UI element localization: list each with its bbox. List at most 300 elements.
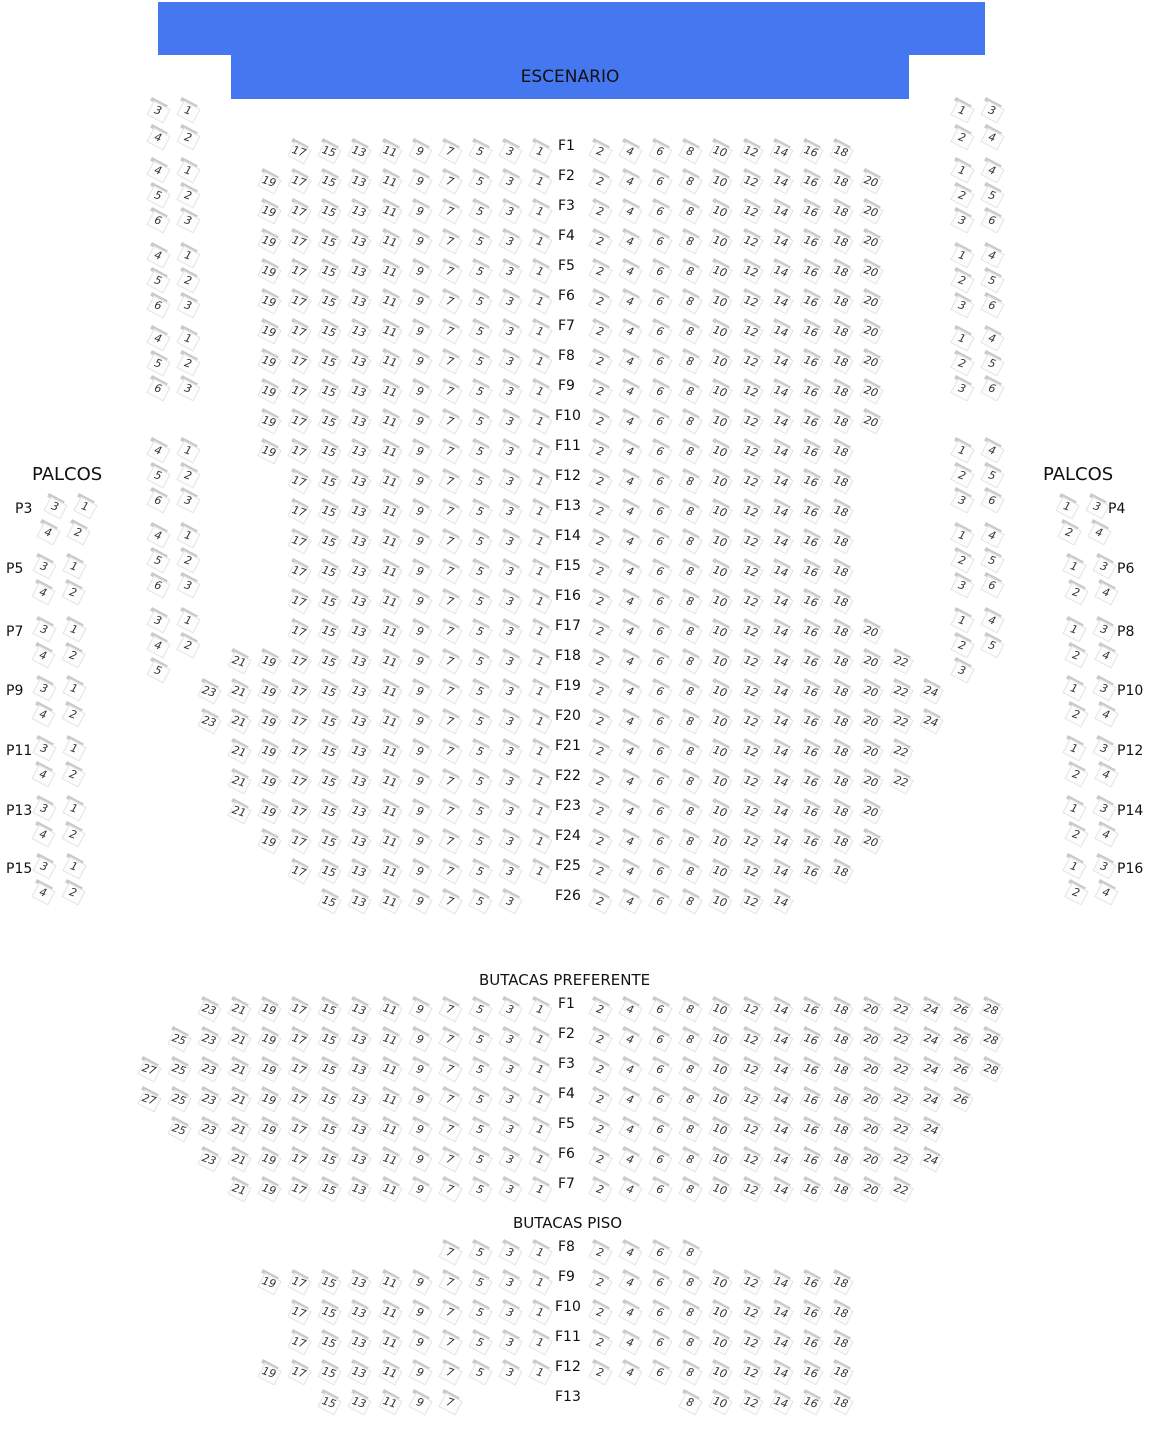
main-seat-f6-14[interactable] bbox=[769, 291, 793, 311]
main-seat-f5-11[interactable] bbox=[378, 261, 402, 281]
piso-seat-f10-10[interactable] bbox=[708, 1302, 732, 1322]
piso-seat-f11-2[interactable] bbox=[588, 1332, 612, 1352]
main-seat-f20-2[interactable] bbox=[588, 711, 612, 731]
main-seat-f15-6[interactable] bbox=[648, 561, 672, 581]
side-left-seat-1-2[interactable] bbox=[176, 185, 200, 205]
preferente-seat-f2-15[interactable] bbox=[317, 1029, 341, 1049]
preferente-seat-f4-26[interactable] bbox=[949, 1089, 973, 1109]
main-seat-f26-10[interactable] bbox=[708, 891, 732, 911]
main-seat-f25-6[interactable] bbox=[648, 861, 672, 881]
main-seat-f9-11[interactable] bbox=[378, 381, 402, 401]
main-seat-f6-6[interactable] bbox=[648, 291, 672, 311]
piso-seat-f10-5[interactable] bbox=[468, 1302, 492, 1322]
main-seat-f16-17[interactable] bbox=[287, 591, 311, 611]
main-seat-f7-12[interactable] bbox=[739, 321, 763, 341]
main-seat-f26-14[interactable] bbox=[769, 891, 793, 911]
preferente-seat-f3-28[interactable] bbox=[979, 1059, 1003, 1079]
preferente-seat-f2-25[interactable] bbox=[167, 1029, 191, 1049]
piso-seat-f11-14[interactable] bbox=[769, 1332, 793, 1352]
main-seat-f12-6[interactable] bbox=[648, 471, 672, 491]
main-seat-f9-13[interactable] bbox=[347, 381, 371, 401]
main-seat-f22-10[interactable] bbox=[708, 771, 732, 791]
main-seat-f26-13[interactable] bbox=[347, 891, 371, 911]
piso-seat-f11-9[interactable] bbox=[408, 1332, 432, 1352]
main-seat-f3-7[interactable] bbox=[438, 201, 462, 221]
preferente-seat-f3-5[interactable] bbox=[468, 1059, 492, 1079]
main-seat-f3-6[interactable] bbox=[648, 201, 672, 221]
main-seat-f4-15[interactable] bbox=[317, 231, 341, 251]
piso-seat-f11-5[interactable] bbox=[468, 1332, 492, 1352]
main-seat-f6-8[interactable] bbox=[678, 291, 702, 311]
main-seat-f3-20[interactable] bbox=[859, 201, 883, 221]
main-seat-f25-12[interactable] bbox=[739, 861, 763, 881]
palco-p16-seat-2[interactable] bbox=[1064, 882, 1088, 902]
main-seat-f5-17[interactable] bbox=[287, 261, 311, 281]
main-seat-f20-17[interactable] bbox=[287, 711, 311, 731]
preferente-seat-f4-24[interactable] bbox=[919, 1089, 943, 1109]
main-seat-f11-4[interactable] bbox=[618, 441, 642, 461]
main-seat-f17-11[interactable] bbox=[378, 621, 402, 641]
preferente-seat-f2-8[interactable] bbox=[678, 1029, 702, 1049]
piso-seat-f8-7[interactable] bbox=[438, 1242, 462, 1262]
piso-seat-f9-11[interactable] bbox=[378, 1272, 402, 1292]
main-seat-f4-13[interactable] bbox=[347, 231, 371, 251]
main-seat-f18-4[interactable] bbox=[618, 651, 642, 671]
main-seat-f6-7[interactable] bbox=[438, 291, 462, 311]
piso-seat-f9-15[interactable] bbox=[317, 1272, 341, 1292]
piso-seat-f9-5[interactable] bbox=[468, 1272, 492, 1292]
piso-seat-f12-7[interactable] bbox=[438, 1362, 462, 1382]
main-seat-f16-6[interactable] bbox=[648, 591, 672, 611]
main-seat-f22-20[interactable] bbox=[859, 771, 883, 791]
preferente-seat-f6-18[interactable] bbox=[829, 1149, 853, 1169]
preferente-seat-f4-16[interactable] bbox=[799, 1089, 823, 1109]
main-seat-f24-16[interactable] bbox=[799, 831, 823, 851]
main-seat-f23-9[interactable] bbox=[408, 801, 432, 821]
main-seat-f25-11[interactable] bbox=[378, 861, 402, 881]
main-seat-f21-1[interactable] bbox=[528, 741, 552, 761]
side-left-seat-1-4[interactable] bbox=[146, 160, 170, 180]
preferente-seat-f4-4[interactable] bbox=[618, 1089, 642, 1109]
main-seat-f15-4[interactable] bbox=[618, 561, 642, 581]
preferente-seat-f3-16[interactable] bbox=[799, 1059, 823, 1079]
main-seat-f20-21[interactable] bbox=[227, 711, 251, 731]
main-seat-f21-6[interactable] bbox=[648, 741, 672, 761]
piso-seat-f10-4[interactable] bbox=[618, 1302, 642, 1322]
main-seat-f9-12[interactable] bbox=[739, 381, 763, 401]
main-seat-f18-10[interactable] bbox=[708, 651, 732, 671]
main-seat-f10-4[interactable] bbox=[618, 411, 642, 431]
main-seat-f4-14[interactable] bbox=[769, 231, 793, 251]
main-seat-f3-12[interactable] bbox=[739, 201, 763, 221]
palco-p7-seat-2[interactable] bbox=[61, 645, 85, 665]
piso-seat-f12-14[interactable] bbox=[769, 1362, 793, 1382]
piso-seat-f9-19[interactable] bbox=[257, 1272, 281, 1292]
side-right-seat-0-1[interactable] bbox=[950, 100, 974, 120]
main-seat-f20-11[interactable] bbox=[378, 711, 402, 731]
preferente-seat-f1-20[interactable] bbox=[859, 999, 883, 1019]
main-seat-f9-15[interactable] bbox=[317, 381, 341, 401]
preferente-seat-f2-13[interactable] bbox=[347, 1029, 371, 1049]
preferente-seat-f4-18[interactable] bbox=[829, 1089, 853, 1109]
preferente-seat-f3-7[interactable] bbox=[438, 1059, 462, 1079]
main-seat-f20-8[interactable] bbox=[678, 711, 702, 731]
palco-p6-seat-3[interactable] bbox=[1092, 556, 1116, 576]
main-seat-f14-14[interactable] bbox=[769, 531, 793, 551]
palco-p11-seat-1[interactable] bbox=[62, 738, 86, 758]
main-seat-f11-5[interactable] bbox=[468, 441, 492, 461]
main-seat-f11-3[interactable] bbox=[498, 441, 522, 461]
main-seat-f2-4[interactable] bbox=[618, 171, 642, 191]
piso-seat-f12-10[interactable] bbox=[708, 1362, 732, 1382]
palco-p8-seat-3[interactable] bbox=[1092, 619, 1116, 639]
main-seat-f4-6[interactable] bbox=[648, 231, 672, 251]
main-seat-f12-10[interactable] bbox=[708, 471, 732, 491]
main-seat-f2-14[interactable] bbox=[769, 171, 793, 191]
main-seat-f14-7[interactable] bbox=[438, 531, 462, 551]
palco-p15-seat-2[interactable] bbox=[61, 882, 85, 902]
main-seat-f5-3[interactable] bbox=[498, 261, 522, 281]
main-seat-f2-10[interactable] bbox=[708, 171, 732, 191]
piso-seat-f12-1[interactable] bbox=[528, 1362, 552, 1382]
piso-seat-f12-13[interactable] bbox=[347, 1362, 371, 1382]
side-right-seat-5-6[interactable] bbox=[980, 575, 1004, 595]
piso-seat-f9-14[interactable] bbox=[769, 1272, 793, 1292]
preferente-seat-f3-2[interactable] bbox=[588, 1059, 612, 1079]
main-seat-f4-4[interactable] bbox=[618, 231, 642, 251]
side-left-seat-2-2[interactable] bbox=[176, 270, 200, 290]
side-left-seat-5-5[interactable] bbox=[146, 550, 170, 570]
preferente-seat-f1-8[interactable] bbox=[678, 999, 702, 1019]
preferente-seat-f4-14[interactable] bbox=[769, 1089, 793, 1109]
main-seat-f18-11[interactable] bbox=[378, 651, 402, 671]
palco-p3-seat-3[interactable] bbox=[43, 496, 67, 516]
main-seat-f13-5[interactable] bbox=[468, 501, 492, 521]
side-right-seat-1-3[interactable] bbox=[950, 210, 974, 230]
main-seat-f6-11[interactable] bbox=[378, 291, 402, 311]
palco-p10-seat-4[interactable] bbox=[1094, 704, 1118, 724]
preferente-seat-f6-6[interactable] bbox=[648, 1149, 672, 1169]
main-seat-f2-12[interactable] bbox=[739, 171, 763, 191]
main-seat-f10-9[interactable] bbox=[408, 411, 432, 431]
preferente-seat-f3-21[interactable] bbox=[227, 1059, 251, 1079]
preferente-seat-f5-15[interactable] bbox=[317, 1119, 341, 1139]
main-seat-f19-2[interactable] bbox=[588, 681, 612, 701]
side-right-seat-5-5[interactable] bbox=[980, 550, 1004, 570]
main-seat-f25-18[interactable] bbox=[829, 861, 853, 881]
piso-seat-f11-1[interactable] bbox=[528, 1332, 552, 1352]
piso-seat-f13-8[interactable] bbox=[678, 1392, 702, 1412]
main-seat-f13-16[interactable] bbox=[799, 501, 823, 521]
piso-seat-f10-16[interactable] bbox=[799, 1302, 823, 1322]
preferente-seat-f1-12[interactable] bbox=[739, 999, 763, 1019]
main-seat-f7-4[interactable] bbox=[618, 321, 642, 341]
main-seat-f22-15[interactable] bbox=[317, 771, 341, 791]
main-seat-f17-4[interactable] bbox=[618, 621, 642, 641]
main-seat-f1-16[interactable] bbox=[799, 141, 823, 161]
palco-p8-seat-2[interactable] bbox=[1064, 645, 1088, 665]
preferente-seat-f3-9[interactable] bbox=[408, 1059, 432, 1079]
main-seat-f16-15[interactable] bbox=[317, 591, 341, 611]
main-seat-f18-2[interactable] bbox=[588, 651, 612, 671]
main-seat-f5-5[interactable] bbox=[468, 261, 492, 281]
main-seat-f14-13[interactable] bbox=[347, 531, 371, 551]
preferente-seat-f3-24[interactable] bbox=[919, 1059, 943, 1079]
preferente-seat-f7-19[interactable] bbox=[257, 1179, 281, 1199]
palco-p9-seat-4[interactable] bbox=[31, 704, 55, 724]
main-seat-f12-9[interactable] bbox=[408, 471, 432, 491]
main-seat-f13-1[interactable] bbox=[528, 501, 552, 521]
main-seat-f15-16[interactable] bbox=[799, 561, 823, 581]
main-seat-f21-19[interactable] bbox=[257, 741, 281, 761]
piso-seat-f10-6[interactable] bbox=[648, 1302, 672, 1322]
preferente-seat-f1-13[interactable] bbox=[347, 999, 371, 1019]
palco-p8-seat-1[interactable] bbox=[1062, 619, 1086, 639]
main-seat-f14-18[interactable] bbox=[829, 531, 853, 551]
main-seat-f1-12[interactable] bbox=[739, 141, 763, 161]
main-seat-f3-2[interactable] bbox=[588, 201, 612, 221]
piso-seat-f11-3[interactable] bbox=[498, 1332, 522, 1352]
preferente-seat-f4-17[interactable] bbox=[287, 1089, 311, 1109]
main-seat-f9-7[interactable] bbox=[438, 381, 462, 401]
preferente-seat-f2-12[interactable] bbox=[739, 1029, 763, 1049]
piso-seat-f9-3[interactable] bbox=[498, 1272, 522, 1292]
main-seat-f25-13[interactable] bbox=[347, 861, 371, 881]
main-seat-f1-5[interactable] bbox=[468, 141, 492, 161]
main-seat-f22-6[interactable] bbox=[648, 771, 672, 791]
side-right-seat-0-2[interactable] bbox=[950, 127, 974, 147]
preferente-seat-f4-6[interactable] bbox=[648, 1089, 672, 1109]
side-left-seat-4-3[interactable] bbox=[176, 490, 200, 510]
piso-seat-f12-19[interactable] bbox=[257, 1362, 281, 1382]
piso-seat-f11-11[interactable] bbox=[378, 1332, 402, 1352]
main-seat-f5-15[interactable] bbox=[317, 261, 341, 281]
main-seat-f19-5[interactable] bbox=[468, 681, 492, 701]
main-seat-f17-18[interactable] bbox=[829, 621, 853, 641]
side-left-seat-2-4[interactable] bbox=[146, 245, 170, 265]
palco-p3-seat-1[interactable] bbox=[73, 496, 97, 516]
main-seat-f18-18[interactable] bbox=[829, 651, 853, 671]
main-seat-f10-7[interactable] bbox=[438, 411, 462, 431]
side-left-seat-1-6[interactable] bbox=[146, 210, 170, 230]
main-seat-f5-18[interactable] bbox=[829, 261, 853, 281]
main-seat-f21-10[interactable] bbox=[708, 741, 732, 761]
preferente-seat-f3-20[interactable] bbox=[859, 1059, 883, 1079]
side-left-seat-3-1[interactable] bbox=[176, 328, 200, 348]
main-seat-f20-19[interactable] bbox=[257, 711, 281, 731]
main-seat-f7-8[interactable] bbox=[678, 321, 702, 341]
main-seat-f6-4[interactable] bbox=[618, 291, 642, 311]
palco-p8-seat-4[interactable] bbox=[1094, 645, 1118, 665]
piso-seat-f8-2[interactable] bbox=[588, 1242, 612, 1262]
preferente-seat-f5-13[interactable] bbox=[347, 1119, 371, 1139]
piso-seat-f9-18[interactable] bbox=[829, 1272, 853, 1292]
main-seat-f5-16[interactable] bbox=[799, 261, 823, 281]
main-seat-f9-17[interactable] bbox=[287, 381, 311, 401]
main-seat-f23-18[interactable] bbox=[829, 801, 853, 821]
side-left-seat-0-1[interactable] bbox=[176, 100, 200, 120]
main-seat-f8-18[interactable] bbox=[829, 351, 853, 371]
main-seat-f15-2[interactable] bbox=[588, 561, 612, 581]
main-seat-f14-3[interactable] bbox=[498, 531, 522, 551]
preferente-seat-f5-18[interactable] bbox=[829, 1119, 853, 1139]
main-seat-f20-22[interactable] bbox=[889, 711, 913, 731]
main-seat-f16-13[interactable] bbox=[347, 591, 371, 611]
side-left-seat-4-6[interactable] bbox=[146, 490, 170, 510]
main-seat-f23-20[interactable] bbox=[859, 801, 883, 821]
main-seat-f11-6[interactable] bbox=[648, 441, 672, 461]
side-left-seat-2-5[interactable] bbox=[146, 270, 170, 290]
main-seat-f20-10[interactable] bbox=[708, 711, 732, 731]
main-seat-f1-6[interactable] bbox=[648, 141, 672, 161]
preferente-seat-f3-1[interactable] bbox=[528, 1059, 552, 1079]
palco-p14-seat-2[interactable] bbox=[1064, 824, 1088, 844]
main-seat-f19-18[interactable] bbox=[829, 681, 853, 701]
preferente-seat-f3-19[interactable] bbox=[257, 1059, 281, 1079]
preferente-seat-f1-15[interactable] bbox=[317, 999, 341, 1019]
main-seat-f18-8[interactable] bbox=[678, 651, 702, 671]
main-seat-f22-5[interactable] bbox=[468, 771, 492, 791]
preferente-seat-f4-1[interactable] bbox=[528, 1089, 552, 1109]
main-seat-f17-2[interactable] bbox=[588, 621, 612, 641]
piso-seat-f12-4[interactable] bbox=[618, 1362, 642, 1382]
main-seat-f24-12[interactable] bbox=[739, 831, 763, 851]
preferente-seat-f7-8[interactable] bbox=[678, 1179, 702, 1199]
main-seat-f1-4[interactable] bbox=[618, 141, 642, 161]
main-seat-f13-9[interactable] bbox=[408, 501, 432, 521]
piso-seat-f10-8[interactable] bbox=[678, 1302, 702, 1322]
preferente-seat-f4-15[interactable] bbox=[317, 1089, 341, 1109]
main-seat-f9-3[interactable] bbox=[498, 381, 522, 401]
main-seat-f9-19[interactable] bbox=[257, 381, 281, 401]
main-seat-f13-10[interactable] bbox=[708, 501, 732, 521]
main-seat-f22-1[interactable] bbox=[528, 771, 552, 791]
piso-seat-f10-15[interactable] bbox=[317, 1302, 341, 1322]
main-seat-f9-9[interactable] bbox=[408, 381, 432, 401]
main-seat-f2-17[interactable] bbox=[287, 171, 311, 191]
side-left-seat-5-2[interactable] bbox=[176, 550, 200, 570]
palco-p12-seat-2[interactable] bbox=[1064, 764, 1088, 784]
preferente-seat-f1-5[interactable] bbox=[468, 999, 492, 1019]
main-seat-f11-10[interactable] bbox=[708, 441, 732, 461]
main-seat-f15-11[interactable] bbox=[378, 561, 402, 581]
preferente-seat-f4-10[interactable] bbox=[708, 1089, 732, 1109]
preferente-seat-f2-19[interactable] bbox=[257, 1029, 281, 1049]
main-seat-f9-2[interactable] bbox=[588, 381, 612, 401]
preferente-seat-f7-7[interactable] bbox=[438, 1179, 462, 1199]
piso-seat-f12-11[interactable] bbox=[378, 1362, 402, 1382]
main-seat-f20-3[interactable] bbox=[498, 711, 522, 731]
main-seat-f14-1[interactable] bbox=[528, 531, 552, 551]
main-seat-f12-4[interactable] bbox=[618, 471, 642, 491]
main-seat-f14-9[interactable] bbox=[408, 531, 432, 551]
main-seat-f7-18[interactable] bbox=[829, 321, 853, 341]
main-seat-f2-1[interactable] bbox=[528, 171, 552, 191]
main-seat-f5-6[interactable] bbox=[648, 261, 672, 281]
main-seat-f21-3[interactable] bbox=[498, 741, 522, 761]
main-seat-f10-18[interactable] bbox=[829, 411, 853, 431]
main-seat-f10-12[interactable] bbox=[739, 411, 763, 431]
main-seat-f4-3[interactable] bbox=[498, 231, 522, 251]
main-seat-f13-18[interactable] bbox=[829, 501, 853, 521]
side-left-seat-3-3[interactable] bbox=[176, 378, 200, 398]
main-seat-f18-6[interactable] bbox=[648, 651, 672, 671]
main-seat-f24-10[interactable] bbox=[708, 831, 732, 851]
main-seat-f12-8[interactable] bbox=[678, 471, 702, 491]
piso-seat-f9-16[interactable] bbox=[799, 1272, 823, 1292]
piso-seat-f8-8[interactable] bbox=[678, 1242, 702, 1262]
main-seat-f13-14[interactable] bbox=[769, 501, 793, 521]
main-seat-f13-2[interactable] bbox=[588, 501, 612, 521]
palco-p12-seat-1[interactable] bbox=[1062, 738, 1086, 758]
side-right-seat-4-5[interactable] bbox=[980, 465, 1004, 485]
main-seat-f1-7[interactable] bbox=[438, 141, 462, 161]
main-seat-f16-10[interactable] bbox=[708, 591, 732, 611]
main-seat-f7-7[interactable] bbox=[438, 321, 462, 341]
preferente-seat-f6-5[interactable] bbox=[468, 1149, 492, 1169]
main-seat-f19-16[interactable] bbox=[799, 681, 823, 701]
main-seat-f20-6[interactable] bbox=[648, 711, 672, 731]
main-seat-f23-19[interactable] bbox=[257, 801, 281, 821]
main-seat-f7-19[interactable] bbox=[257, 321, 281, 341]
side-left-seat-4-4[interactable] bbox=[146, 440, 170, 460]
preferente-seat-f4-19[interactable] bbox=[257, 1089, 281, 1109]
palco-p12-seat-3[interactable] bbox=[1092, 738, 1116, 758]
palco-p6-seat-2[interactable] bbox=[1064, 582, 1088, 602]
main-seat-f17-20[interactable] bbox=[859, 621, 883, 641]
preferente-seat-f3-3[interactable] bbox=[498, 1059, 522, 1079]
main-seat-f23-16[interactable] bbox=[799, 801, 823, 821]
main-seat-f7-13[interactable] bbox=[347, 321, 371, 341]
piso-seat-f12-15[interactable] bbox=[317, 1362, 341, 1382]
main-seat-f9-20[interactable] bbox=[859, 381, 883, 401]
main-seat-f7-9[interactable] bbox=[408, 321, 432, 341]
main-seat-f25-4[interactable] bbox=[618, 861, 642, 881]
main-seat-f3-14[interactable] bbox=[769, 201, 793, 221]
main-seat-f4-11[interactable] bbox=[378, 231, 402, 251]
main-seat-f19-22[interactable] bbox=[889, 681, 913, 701]
piso-seat-f8-6[interactable] bbox=[648, 1242, 672, 1262]
piso-seat-f11-8[interactable] bbox=[678, 1332, 702, 1352]
preferente-seat-f6-24[interactable] bbox=[919, 1149, 943, 1169]
main-seat-f1-17[interactable] bbox=[287, 141, 311, 161]
preferente-seat-f2-20[interactable] bbox=[859, 1029, 883, 1049]
main-seat-f10-6[interactable] bbox=[648, 411, 672, 431]
main-seat-f10-19[interactable] bbox=[257, 411, 281, 431]
side-left-seat-2-1[interactable] bbox=[176, 245, 200, 265]
piso-seat-f9-10[interactable] bbox=[708, 1272, 732, 1292]
preferente-seat-f1-3[interactable] bbox=[498, 999, 522, 1019]
main-seat-f19-20[interactable] bbox=[859, 681, 883, 701]
piso-seat-f11-15[interactable] bbox=[317, 1332, 341, 1352]
main-seat-f16-11[interactable] bbox=[378, 591, 402, 611]
preferente-seat-f5-6[interactable] bbox=[648, 1119, 672, 1139]
main-seat-f10-16[interactable] bbox=[799, 411, 823, 431]
preferente-seat-f1-22[interactable] bbox=[889, 999, 913, 1019]
main-seat-f6-3[interactable] bbox=[498, 291, 522, 311]
main-seat-f19-12[interactable] bbox=[739, 681, 763, 701]
preferente-seat-f3-12[interactable] bbox=[739, 1059, 763, 1079]
main-seat-f1-2[interactable] bbox=[588, 141, 612, 161]
piso-seat-f12-2[interactable] bbox=[588, 1362, 612, 1382]
main-seat-f20-20[interactable] bbox=[859, 711, 883, 731]
piso-seat-f13-12[interactable] bbox=[739, 1392, 763, 1412]
side-right-seat-0-4[interactable] bbox=[980, 127, 1004, 147]
preferente-seat-f1-17[interactable] bbox=[287, 999, 311, 1019]
main-seat-f5-4[interactable] bbox=[618, 261, 642, 281]
main-seat-f11-17[interactable] bbox=[287, 441, 311, 461]
main-seat-f25-17[interactable] bbox=[287, 861, 311, 881]
